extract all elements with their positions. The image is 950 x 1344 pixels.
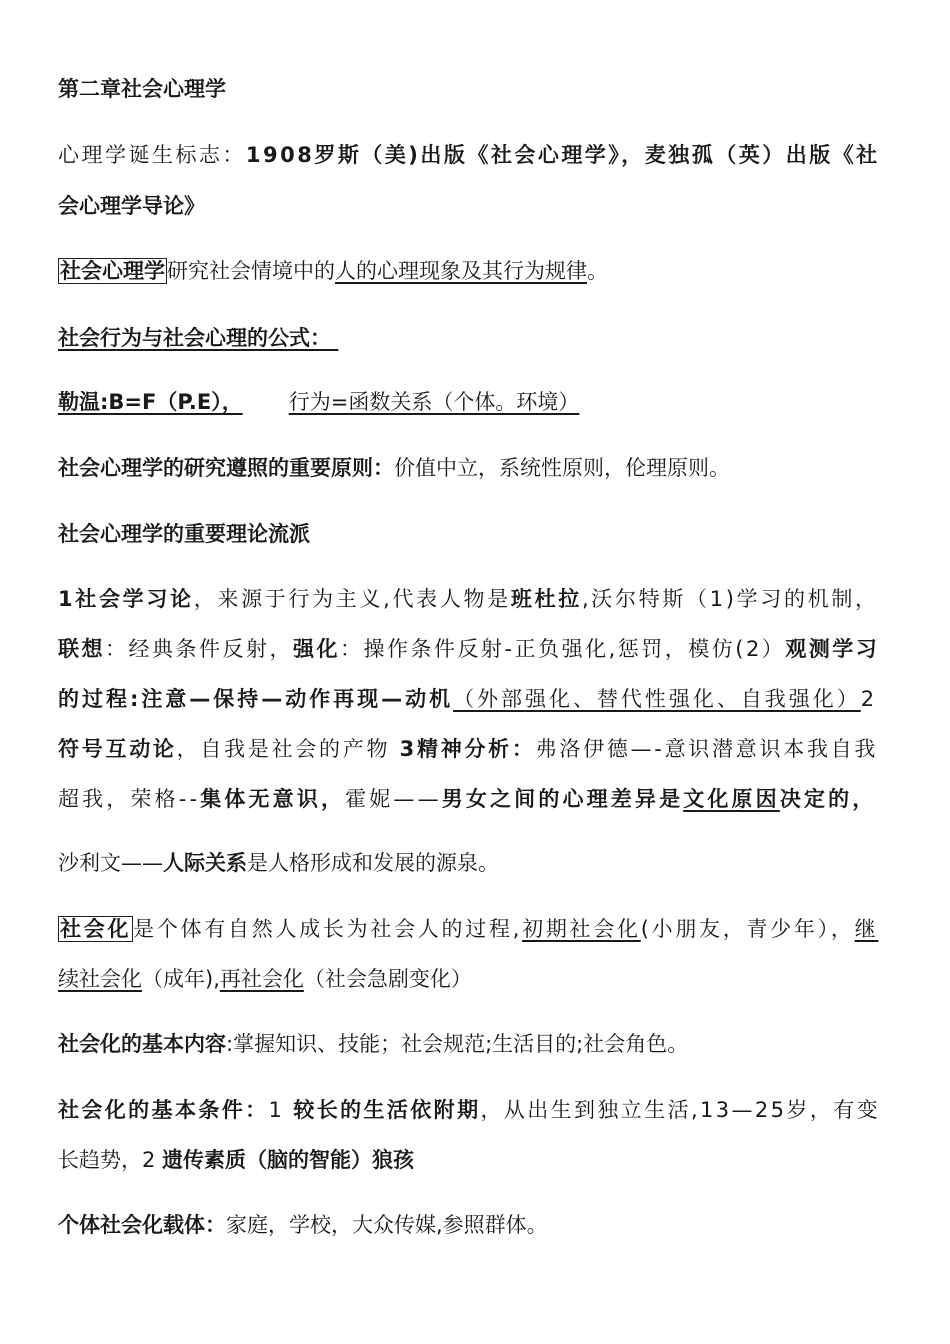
theories-line-3 xyxy=(58,684,877,714)
theory-text: 超我，荣格-- xyxy=(58,787,201,811)
conditions-line-1 xyxy=(58,1095,880,1125)
theory-text: 2 xyxy=(860,687,878,711)
socialization-text: （社会急剧变化） xyxy=(303,967,472,991)
carriers-text: 家庭，学校，大众传媒,参照群体。 xyxy=(226,1213,548,1237)
theory-text: ：操作条件反射-正负强化,惩罚，模仿(2） xyxy=(340,637,786,661)
theory-text: 男女之间的心理差异是 xyxy=(441,787,684,811)
theory-text: 沙利文—— xyxy=(58,851,163,875)
socialization-text: 继 xyxy=(854,917,879,941)
carriers-label: 个体社会化载体： xyxy=(58,1213,226,1237)
principles-text: 价值中立，系统性原则，伦理原则。 xyxy=(394,456,730,480)
theory-text: 集体无意识， xyxy=(200,787,346,811)
content-label: 社会化的基本内容 xyxy=(58,1032,226,1056)
carriers-line xyxy=(58,1210,548,1240)
chapter-title: 第二章社会心理学 xyxy=(58,77,226,101)
theories-line-5 xyxy=(58,784,876,814)
theories-line-1 xyxy=(58,584,879,614)
lewin-formula xyxy=(58,387,579,417)
theory-text: 强化 xyxy=(293,637,340,661)
socialization-term: 社会化 xyxy=(60,917,132,941)
socialization-text: 再社会化 xyxy=(219,967,304,991)
theory-text: 班杜拉 xyxy=(510,587,582,611)
definition-end: 。 xyxy=(587,259,608,283)
theories-line-4 xyxy=(58,734,878,764)
theory-text: ：经典条件反射， xyxy=(105,637,293,661)
theory-text: 联想 xyxy=(58,637,105,661)
theory-text: 决定的， xyxy=(779,787,877,811)
conditions-text: 较长的生活依附期 xyxy=(293,1098,481,1122)
definition-line xyxy=(58,256,608,286)
theory-text: 弗洛伊德—-意识潜意识本我自我 xyxy=(535,737,879,761)
conditions-line-2 xyxy=(58,1145,414,1175)
conditions-text: ，从出生到独立生活,13—25岁，有变 xyxy=(480,1098,880,1122)
theory-text: 霍妮—— xyxy=(345,787,442,811)
definition-underlined: 人的心理现象及其行为规律 xyxy=(335,259,587,283)
theory-text: 是人格形成和发展的源泉。 xyxy=(247,851,499,875)
conditions-text: 长趋势，2 xyxy=(58,1148,163,1172)
socialization-text: (小朋友，青少年）， xyxy=(640,917,855,941)
theory-text: ，自我是社会的产物 xyxy=(176,737,400,761)
theory-text: ，来源于行为主义,代表人物是 xyxy=(193,587,511,611)
birth-line-1 xyxy=(58,140,880,170)
theory-text: 符号互动论 xyxy=(58,737,177,761)
conditions-text: 1 xyxy=(268,1098,294,1122)
theory-text: （外部强化、替代性强化、自我强化） xyxy=(453,687,861,711)
theories-line-2 xyxy=(58,634,879,664)
lewin-bold: 勒温:B=F（P.E）， xyxy=(58,390,243,414)
theory-text: 3精神分析： xyxy=(399,737,536,761)
content-line xyxy=(58,1029,688,1059)
definition-term: 社会心理学 xyxy=(60,259,165,283)
formula-heading: 社会行为与社会心理的公式： xyxy=(58,326,331,350)
conditions-text: 遗传素质（脑的智能）狼孩 xyxy=(162,1148,415,1172)
socialization-text: 初期社会化 xyxy=(522,917,641,941)
birth-text-1: 1908罗斯（美)出版《社会心理学》，麦独孤（英）出版《社 xyxy=(245,143,880,167)
socialization-line-1 xyxy=(58,914,878,944)
definition-text: 研究社会情境中的 xyxy=(167,259,335,283)
theory-text: 人际关系 xyxy=(163,851,247,875)
theory-text: 1社会学习论 xyxy=(58,587,194,611)
content-text: :掌握知识、技能；社会规范;生活目的;社会角色。 xyxy=(226,1032,689,1056)
birth-line-2: 会心理学导论》 xyxy=(58,194,205,218)
socialization-line-2 xyxy=(58,964,472,994)
principles-label: 社会心理学的研究遵照的重要原则： xyxy=(58,456,394,480)
lewin-rest: 行为=函数关系（个体。环境） xyxy=(288,390,580,414)
theory-text: 观测学习 xyxy=(785,637,880,661)
socialization-text: 续社会化 xyxy=(58,967,142,991)
socialization-text: 是个体有自然人成长为社会人的过程, xyxy=(133,917,523,941)
principles-line xyxy=(58,453,730,483)
theory-text: 的过程:注意—保持—动作再现—动机 xyxy=(58,687,454,711)
theories-line-6 xyxy=(58,848,499,878)
schools-heading: 社会心理学的重要理论流派 xyxy=(58,522,310,546)
theory-text: 文化原因 xyxy=(683,787,780,811)
socialization-text: （成年), xyxy=(142,967,220,991)
conditions-label: 社会化的基本条件： xyxy=(58,1098,269,1122)
birth-label: 心理学诞生标志： xyxy=(58,143,246,167)
theory-text: ,沃尔特斯（1)学习的机制， xyxy=(581,587,879,611)
